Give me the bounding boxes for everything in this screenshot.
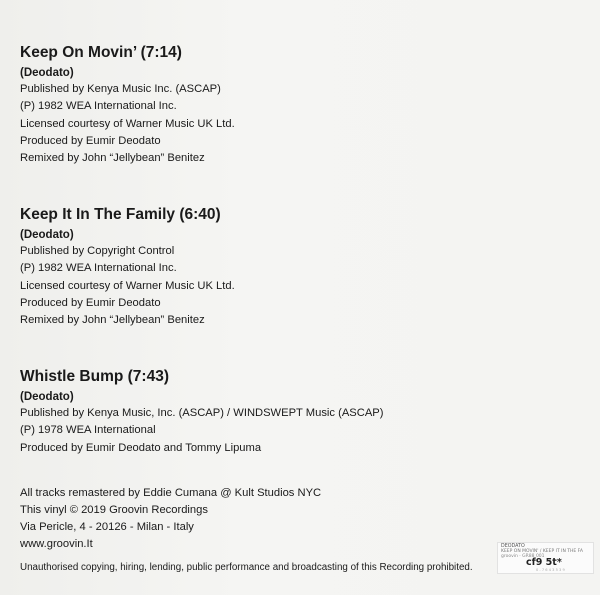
track-credit: Produced by Eumir Deodato and Tommy Lipuma [20,441,262,454]
track-artist: (Deodato) [20,229,74,241]
track-credit: Licensed courtesy of Warner Music UK Ltd. [20,279,235,292]
remaster-credit: All tracks remastered by Eddie Cumana @ Kult Studios NYC [20,487,322,499]
copyright-notice: Unauthorised copying, hiring, lending, public performance and broadcasting of this Recording prohibited. [20,562,473,573]
track-credit: Licensed courtesy of Warner Music UK Ltd. [20,117,235,130]
track-credit: Produced by Eumir Deodato [20,134,161,147]
sticker-label: groovin · GR88 001 [501,554,545,559]
address-line: Via Pericle, 4 - 20126 - Milan - Italy [20,521,194,533]
price-sticker [497,542,594,574]
track-credit: (P) 1978 WEA International [20,424,156,437]
track-title: Keep On Movin’ (7:14) [20,44,182,61]
track-credit: Remixed by John “Jellybean” Benitez [20,152,205,165]
track-block-1 [20,44,235,167]
track-credit: (P) 1982 WEA International Inc. [20,100,177,113]
track-credit: Published by Kenya Music, Inc. (ASCAP) / WINDSWEPT Music (ASCAP) [20,407,384,419]
track-artist: (Deodato) [20,67,74,79]
website-link[interactable]: www.groovin.It [20,538,93,550]
sticker-title: KEEP ON MOVIN' / KEEP IT IN THE FA [501,549,583,554]
track-title: Keep It In The Family (6:40) [20,206,221,223]
sticker-number: 0 - 7 6 4 3 5 3 9 [536,568,565,572]
sticker-code: cf9 5t* [526,557,562,568]
track-credit: Published by Copyright Control [20,245,175,257]
track-credit: (P) 1982 WEA International Inc. [20,262,177,275]
label-footer [20,485,321,553]
copyright-line: This vinyl © 2019 Groovin Recordings [20,504,208,516]
track-title: Whistle Bump (7:43) [20,368,169,385]
track-credit: Published by Kenya Music Inc. (ASCAP) [20,83,221,95]
track-block-2 [20,206,235,329]
track-block-3 [20,368,383,457]
track-credit: Remixed by John “Jellybean” Benitez [20,314,205,327]
sticker-artist: DEODATO [501,544,525,549]
track-credit: Produced by Eumir Deodato [20,296,161,309]
track-artist: (Deodato) [20,391,74,403]
